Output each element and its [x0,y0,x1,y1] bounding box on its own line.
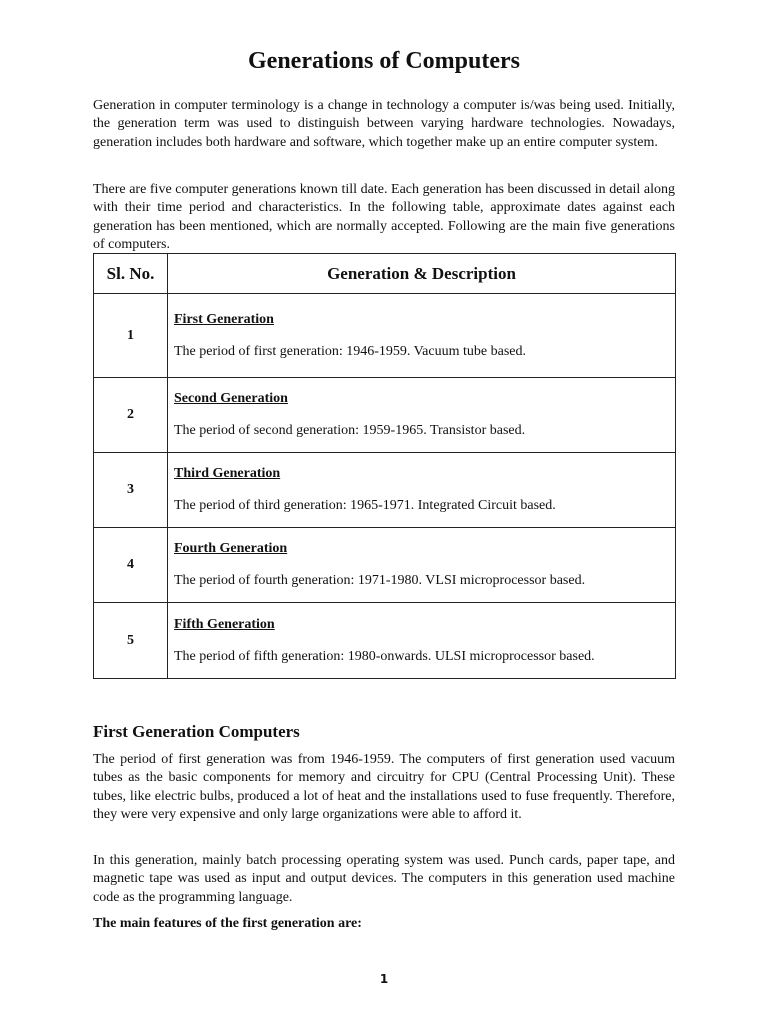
generations-table [93,253,676,679]
intro-paragraph-2: There are five computer generations known till date. Each generation has been discussed in detail along with their time period and characteristics. In the following table, approximate dates against each generation has been mentioned, which are normally accepted. Following are the main five generations of computers. [93,182,675,252]
page-number: 1 [379,972,389,986]
row-description [168,528,676,603]
row-number: 3 [94,453,168,528]
generation-text: The period of first generation: 1946-1959. Vacuum tube based. [174,343,526,359]
row-number: 1 [94,294,168,378]
header-sl-no: Sl. No. [94,254,168,294]
generation-text: The period of second generation: 1959-1965. Transistor based. [174,423,526,438]
table-row [94,453,676,528]
generation-name: Fifth Generation [174,616,275,632]
row-description [168,378,676,453]
generation-name: First Generation [174,311,274,327]
row-description [168,603,676,679]
table-row [94,294,676,378]
table-row [94,603,676,679]
table-row [94,378,676,453]
table-header-row [94,254,676,294]
row-description [168,453,676,528]
generation-name: Second Generation [174,391,288,406]
features-label: The main features of the first generation are: [93,916,362,931]
page-title: Generations of Computers [248,48,520,74]
row-description [168,294,676,378]
header-generation-description: Generation & Description [168,254,676,294]
intro-paragraph-1: Generation in computer terminology is a change in technology a computer is/was being used. Initially, the generation term was used to distinguish between varying hardware technologies. Nowadays, generation includes both hardware and software, which together make up an entire computer system. [93,98,675,150]
section-paragraph-1: The period of first generation was from 1946-1959. The computers of first generation used vacuum tubes as the basic components for memory and circuitry for CPU (Central Processing Unit). These tubes, like electric bulbs, produced a lot of heat and the installations used to fuse frequently. Therefore, they were very expensive and only large organizations were able to afford it. [93,752,675,822]
row-number: 4 [94,528,168,603]
generation-text: The period of third generation: 1965-1971. Integrated Circuit based. [174,498,556,513]
row-number: 2 [94,378,168,453]
generation-name: Third Generation [174,466,281,481]
generation-text: The period of fourth generation: 1971-1980. VLSI microprocessor based. [174,573,586,588]
row-number: 5 [94,603,168,679]
section-paragraph-2: In this generation, mainly batch processing operating system was used. Punch cards, paper tape, and magnetic tape was used as input and output devices. The computers in this generation used machine code as the programming language. [93,853,675,905]
generation-text: The period of fifth generation: 1980-onwards. ULSI microprocessor based. [174,648,595,664]
table-row [94,528,676,603]
generation-name: Fourth Generation [174,541,288,556]
section-heading: First Generation Computers [93,722,300,741]
